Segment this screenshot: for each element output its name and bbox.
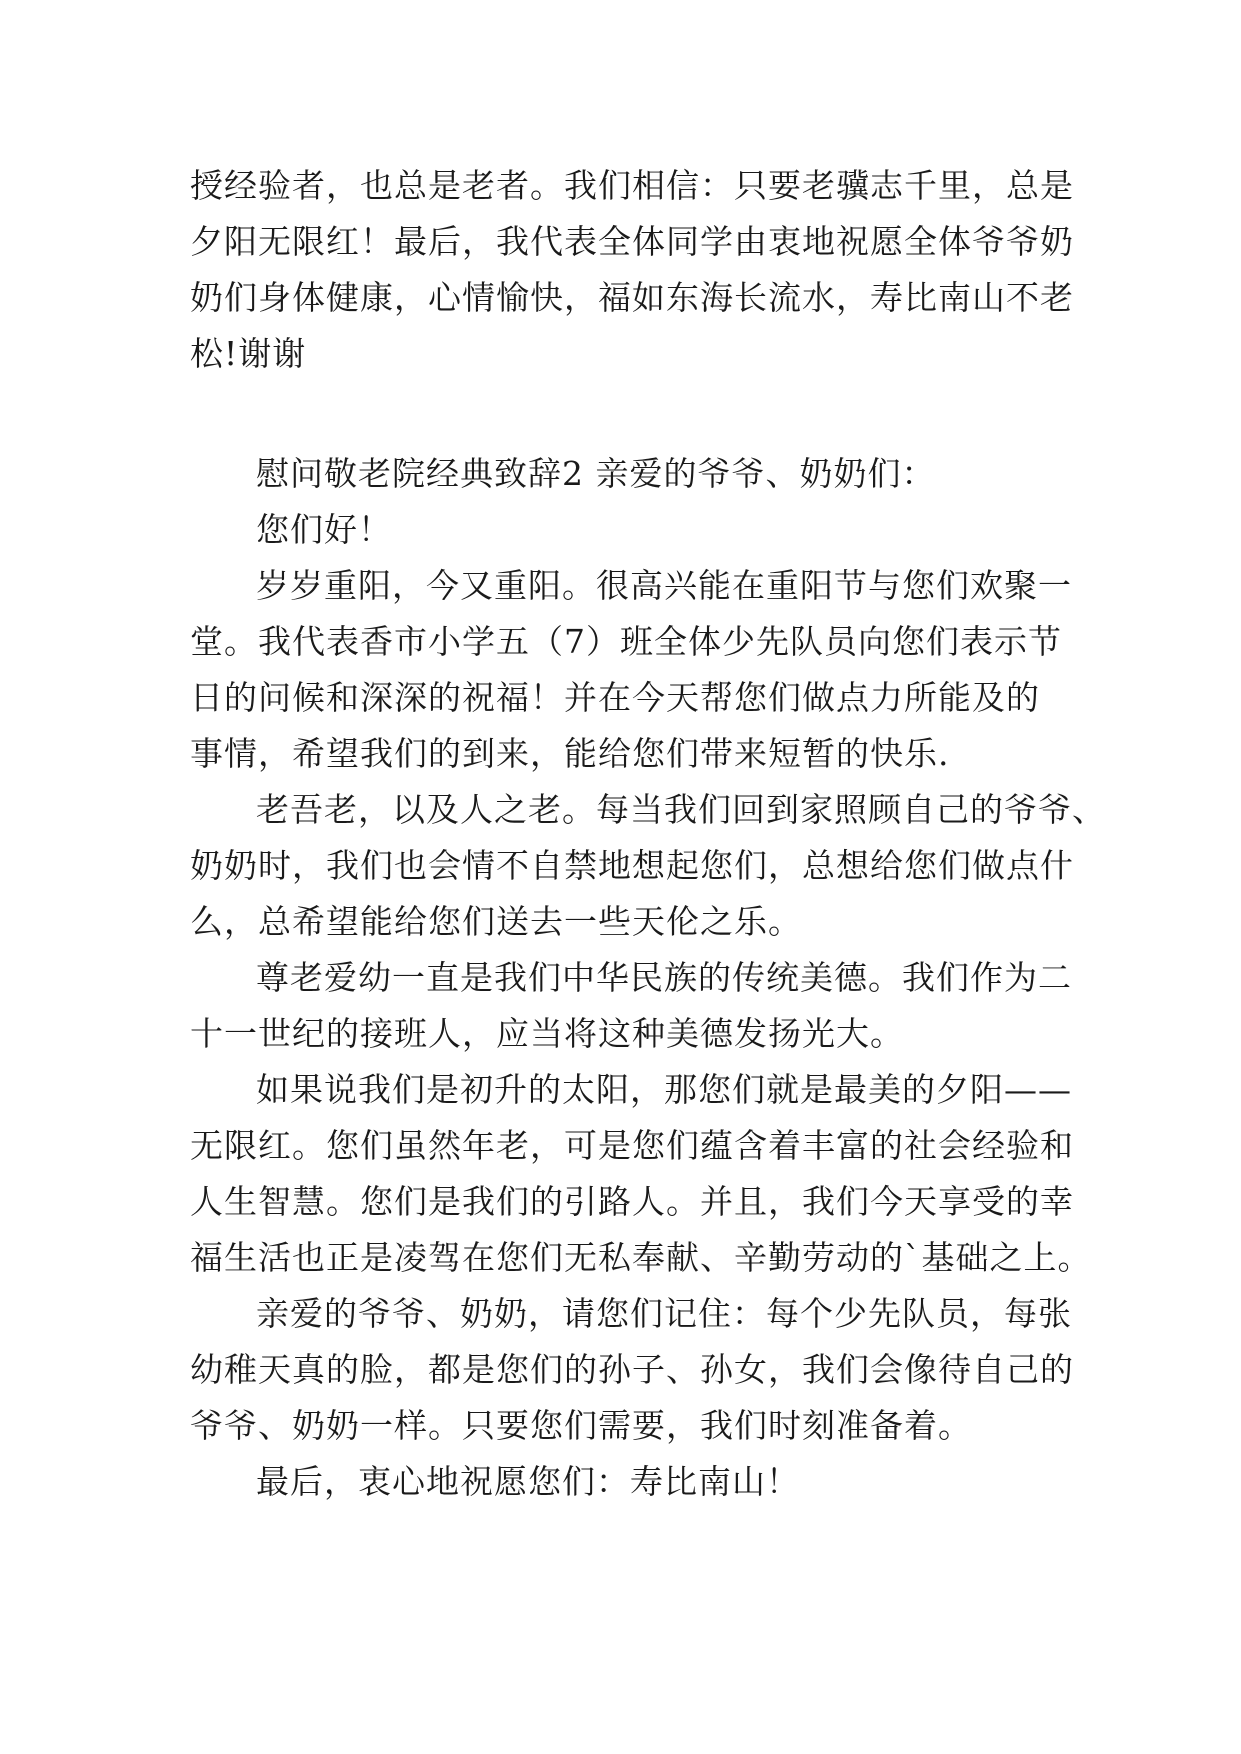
text-line: 么，总希望能给您们送去一些天伦之乐。 [190, 902, 802, 941]
text-line: 爷爷、奶奶一样。只要您们需要，我们时刻准备着。 [190, 1406, 972, 1445]
text-line: 人生智慧。您们是我们的引路人。并且，我们今天享受的幸 [190, 1182, 1074, 1221]
text-line: 亲爱的爷爷、奶奶，请您们记住：每个少先队员，每张 [256, 1294, 1072, 1333]
text-line: 无限红。您们虽然年老，可是您们蕴含着丰富的社会经验和 [190, 1126, 1074, 1165]
text-line: 岁岁重阳，今又重阳。很高兴能在重阳节与您们欢聚一 [256, 566, 1072, 605]
text-line: 夕阳无限红！最后，我代表全体同学由衷地祝愿全体爷爷奶 [190, 222, 1074, 261]
text-line: 尊老爱幼一直是我们中华民族的传统美德。我们作为二 [256, 958, 1072, 997]
text-line: 堂。我代表香市小学五（7）班全体少先队员向您们表示节 [190, 622, 1062, 661]
text-line: 事情，希望我们的到来，能给您们带来短暂的快乐. [190, 734, 950, 773]
text-line: 如果说我们是初升的太阳，那您们就是最美的夕阳—— [256, 1070, 1072, 1109]
text-line: 奶奶时，我们也会情不自禁地想起您们，总想给您们做点什 [190, 846, 1074, 885]
text-line: 老吾老，以及人之老。每当我们回到家照顾自己的爷爷、 [256, 790, 1106, 829]
greeting-line: 您们好！ [256, 510, 392, 549]
text-line: 松!谢谢 [190, 334, 307, 373]
section-heading: 慰问敬老院经典致辞2 亲爱的爷爷、奶奶们： [256, 454, 936, 493]
text-line: 十一世纪的接班人，应当将这种美德发扬光大。 [190, 1014, 904, 1053]
text-line: 日的问候和深深的祝福！并在今天帮您们做点力所能及的 [190, 678, 1040, 717]
text-line: 奶们身体健康，心情愉快，福如东海长流水，寿比南山不老 [190, 278, 1074, 317]
text-line: 幼稚天真的脸，都是您们的孙子、孙女，我们会像待自己的 [190, 1350, 1074, 1389]
text-line: 福生活也正是凌驾在您们无私奉献、辛勤劳动的`基础之上。 [190, 1238, 1092, 1277]
text-line: 最后，衷心地祝愿您们：寿比南山！ [256, 1462, 800, 1501]
text-line: 授经验者，也总是老者。我们相信：只要老骥志千里，总是 [190, 166, 1074, 205]
